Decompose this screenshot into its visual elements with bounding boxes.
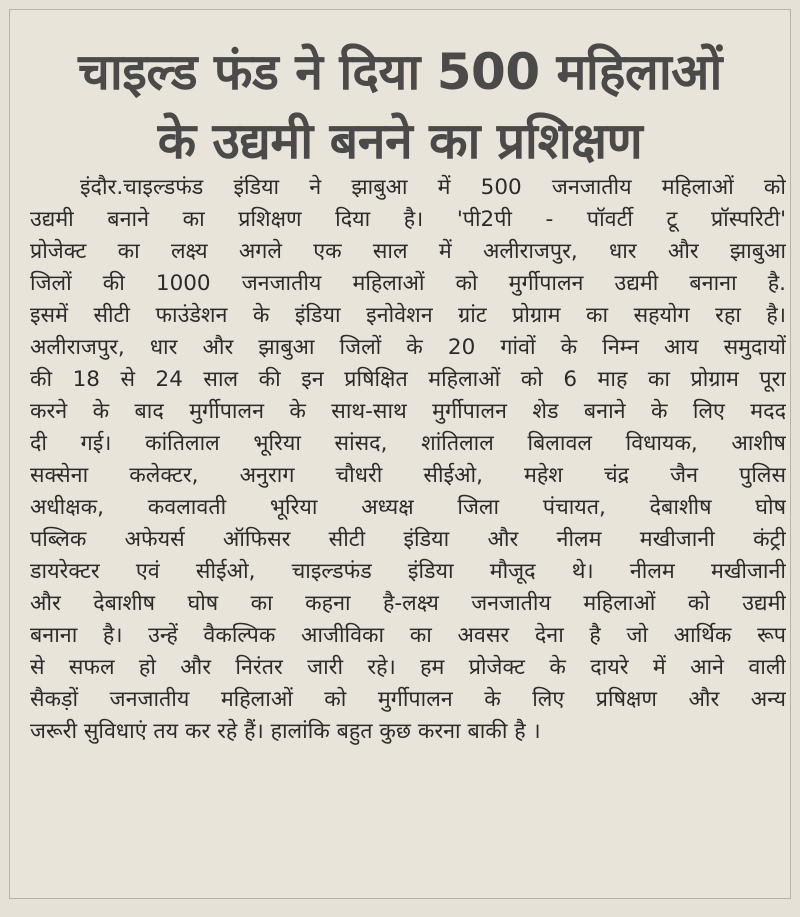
article-line: इंदौर.चाइल्डफंड इंडिया ने झाबुआ में 500 जनजातीय महिलाओं को bbox=[80, 175, 786, 200]
article-line: सैकड़ों जनजातीय महिलाओं को मुर्गीपालन के लिए प्रषिक्षण और अन्य bbox=[30, 687, 786, 712]
article-line: अधीक्षक, कवलावती भूरिया अध्यक्ष जिला पंचायत, देबाशीष घोष bbox=[30, 495, 786, 520]
article-line: जिलों की 1000 जनजातीय महिलाओं को मुर्गीपालन उद्यमी बनाना है. bbox=[30, 271, 786, 296]
article-line: सक्सेना कलेक्टर, अनुराग चौधरी सीईओ, महेश चंद्र जैन पुलिस bbox=[30, 463, 786, 488]
article-line: इसमें सीटी फाउंडेशन के इंडिया इनोवेशन ग्रांट प्रोग्राम का सहयोग रहा है। bbox=[30, 303, 786, 328]
headline-line-2: के उद्यमी बनने का प्रशिक्षण bbox=[157, 112, 643, 170]
article-line: दी गई। कांतिलाल भूरिया सांसद, शांतिलाल बिलावल विधायक, आशीष bbox=[30, 431, 786, 456]
article-line: से सफल हो और निरंतर जारी रहे। हम प्रोजेक्ट के दायरे में आने वाली bbox=[30, 655, 786, 680]
article-line: डायरेक्टर एवं सीईओ, चाइल्डफंड इंडिया मौजूद थे। नीलम मखीजानी bbox=[30, 559, 786, 584]
article-line: की 18 से 24 साल की इन प्रषिक्षित महिलाओं को 6 माह का प्रोग्राम पूरा bbox=[30, 367, 786, 392]
article-line: अलीराजपुर, धार और झाबुआ जिलों के 20 गांवों के निम्न आय समुदायों bbox=[30, 335, 786, 360]
article-line: प्रोजेक्ट का लक्ष्य अगले एक साल में अलीराजपुर, धार और झाबुआ bbox=[30, 239, 786, 264]
article-line: उद्यमी बनाने का प्रशिक्षण दिया है। 'पी2पी - पॉवर्टी टू प्रॉस्परिटी' bbox=[30, 207, 786, 232]
article-line: करने के बाद मुर्गीपालन के साथ-साथ मुर्गीपालन शेड बनाने के लिए मदद bbox=[30, 399, 786, 424]
headline-line-1: चाइल्ड फंड ने दिया 500 महिलाओं bbox=[78, 43, 722, 101]
article-line: बनाना है। उन्हें वैकल्पिक आजीविका का अवसर देना है जो आर्थिक रूप bbox=[30, 623, 786, 648]
article-line: और देबाशीष घोष का कहना है-लक्ष्य जनजातीय महिलाओं को उद्यमी bbox=[30, 591, 786, 616]
article-line: पब्लिक अफेयर्स ऑफिसर सीटी इंडिया और नीलम मखीजानी कंट्री bbox=[30, 527, 786, 552]
newspaper-clipping bbox=[9, 9, 791, 899]
article-line: जरूरी सुविधाएं तय कर रहे हैं। हालांकि बहुत कुछ करना बाकी है । bbox=[30, 719, 541, 744]
